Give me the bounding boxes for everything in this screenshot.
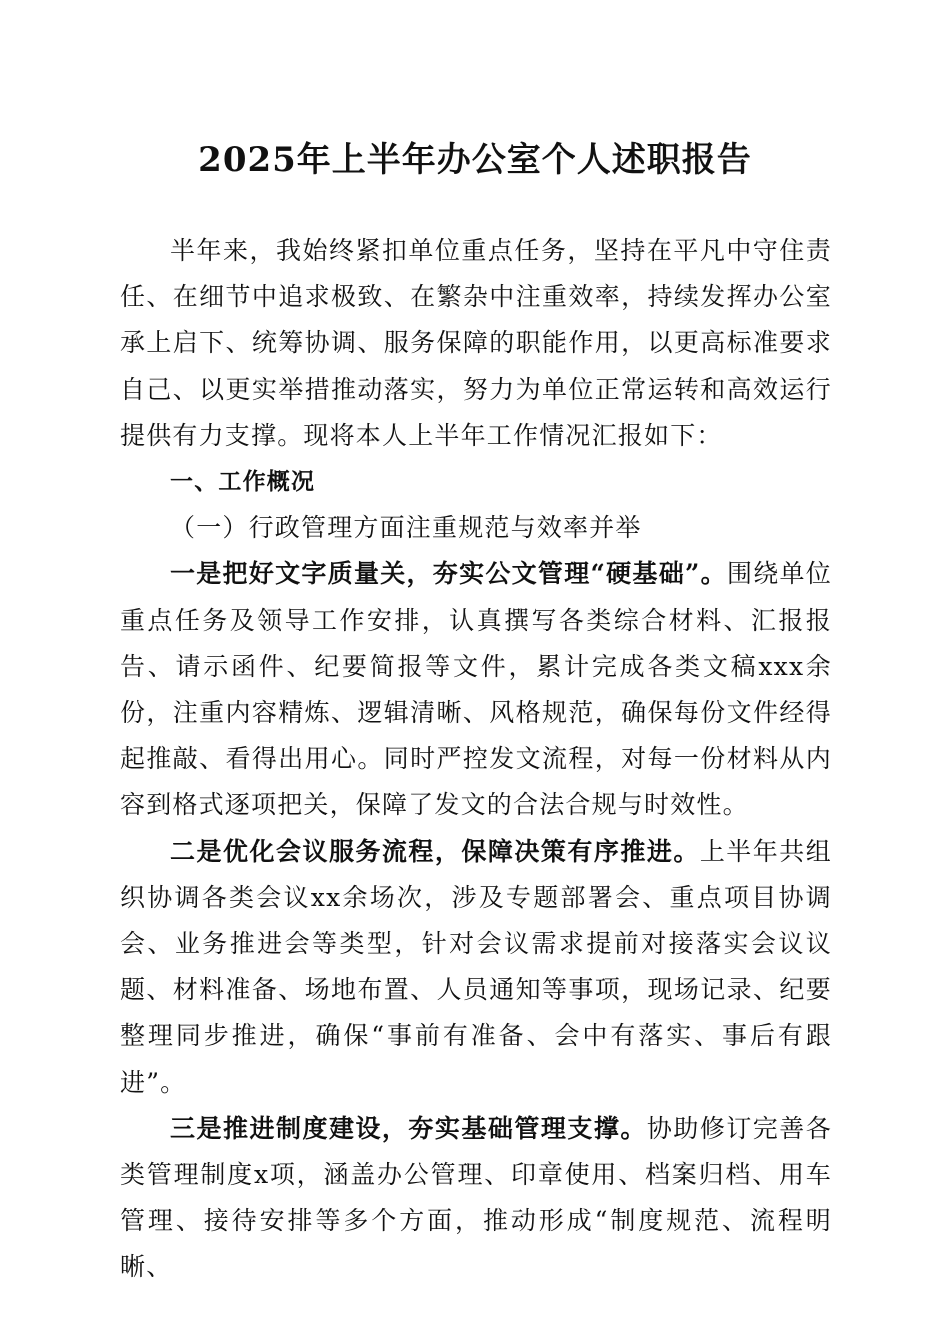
paragraph-1-body: 围绕单位重点任务及领导工作安排，认真撰写各类综合材料、汇报报告、请示函件、纪要简报等文件，累计完成各类文稿xxx余份，注重内容精炼、逻辑清晰、风格规范，确保每份文件经得起推敲、看得出用心。同时严控发文流程，对每一份材料从内容到格式逐项把关，保障了发文的合法合规与时效性。 — [120, 559, 832, 820]
paragraph-2-lead: 二是优化会议服务流程，保障决策有序推进。 — [170, 836, 700, 866]
paragraph-1-lead: 一是把好文字质量关，夯实公文管理“硬基础”。 — [170, 559, 727, 589]
paragraph-2-body: 上半年共组织协调各类会议xx余场次，涉及专题部署会、重点项目协调会、业务推进会等类型，针对会议需求提前对接落实会议议题、材料准备、场地布置、人员通知等事项，现场记录、纪要整理同步推进，确保“事前有准备、会中有落实、事后有跟进”。 — [120, 836, 832, 1097]
intro-paragraph: 半年来，我始终紧扣单位重点任务，坚持在平凡中守住责任、在细节中追求极致、在繁杂中注重效率，持续发挥办公室承上启下、统筹协调、服务保障的职能作用，以更高标准要求自己、以更实举措推动落实，努力为单位正常运转和高效运行提供有力支撑。现将本人上半年工作情况汇报如下： — [120, 236, 832, 450]
paragraph-2 — [120, 829, 832, 1106]
paragraph-3-lead: 三是推进制度建设，夯实基础管理支撑。 — [170, 1113, 647, 1143]
paragraph-1 — [120, 551, 832, 828]
subsection-heading: （一）行政管理方面注重规范与效率并举 — [170, 513, 642, 543]
document-title: 2025年上半年办公室个人述职报告 — [198, 140, 752, 180]
paragraph-3-body: 协助修订完善各类管理制度x项，涵盖办公管理、印章使用、档案归档、用车管理、接待安排等多个方面，推动形成“制度规范、流程明晰、 — [120, 1113, 832, 1282]
document-body — [120, 228, 832, 1291]
paragraph-3 — [120, 1106, 832, 1291]
section-heading: 一、工作概况 — [170, 469, 316, 496]
